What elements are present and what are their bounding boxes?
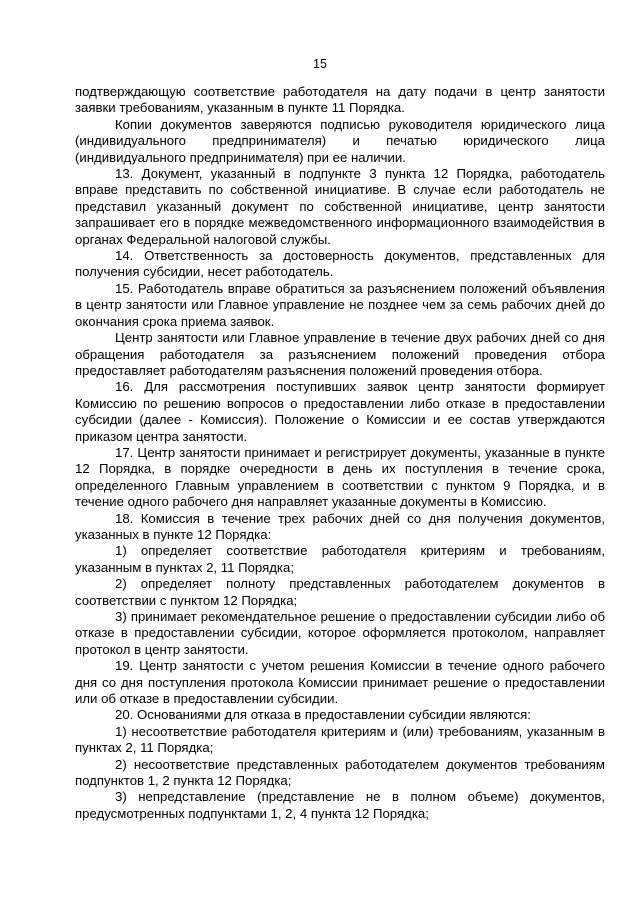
- paragraph-15: 15. Работодатель вправе обратиться за разъяснением положений объявления в центр занятости или Главное управление не позднее чем за семь рабочих дней до окончания срока приема заявок.: [75, 280, 605, 329]
- paragraph-19: 19. Центр занятости с учетом решения Комиссии в течение одного рабочего дня со дня поступления протокола Комиссии принимает решение о предоставлении или об отказе в предоставлении субсидии.: [75, 658, 605, 707]
- document-body: [75, 84, 605, 822]
- paragraph-20-item-3: 3) непредставление (представление не в полном объеме) документов, предусмотренных подпунктами 1, 2, 4 пункта 12 Порядка;: [75, 789, 605, 821]
- paragraph-17: 17. Центр занятости принимает и регистрирует документы, указанные в пункте 12 Порядка, в порядке очередности в день их поступления в течение срока, определенного Главным управлением в соответствии с пунктом 9 Порядка, и в течение одного рабочего дня направляет указанные документы в Комиссию.: [75, 444, 605, 510]
- paragraph-15-clarification: Центр занятости или Главное управление в течение двух рабочих дней со дня обращения работодателя за разъяснением положений проведения отбора предоставляет работодателям разъяснения положений проведения отбора.: [75, 330, 605, 378]
- page-number: 15: [313, 57, 327, 71]
- paragraph-18-item-1: 1) определяет соответствие работодателя критериям и требованиям, указанным в пунктах 2, 11 Порядка;: [75, 543, 605, 575]
- paragraph-18-item-2: 2) определяет полноту представленных работодателем документов в соответствии с пунктом 12 Порядка;: [75, 576, 605, 608]
- paragraph-20-item-2: 2) несоответствие представленных работодателем документов требованиям подпунктов 1, 2 пункта 12 Порядка;: [75, 756, 605, 789]
- paragraph-copies-certification: Копии документов заверяются подписью руководителя юридического лица (индивидуального предпринимателя) и печатью юридического лица (индивидуального предпринимателя) при ее наличии.: [75, 116, 605, 165]
- paragraph-continuation: подтверждающую соответствие работодателя на дату подачи в центр занятости заявки требованиям, указанным в пункте 11 Порядка.: [75, 84, 605, 116]
- paragraph-14: 14. Ответственность за достоверность документов, представленных для получения субсидии, несет работодатель.: [75, 248, 605, 280]
- paragraph-13: 13. Документ, указанный в подпункте 3 пункта 12 Порядка, работодатель вправе представить по собственной инициативе. В случае если работодатель не представил указанный документ по собственной инициативе, центр занятости запрашивает его в порядке межведомственного информационного взаимодействия в органах Федеральной налоговой службы.: [75, 166, 605, 247]
- paragraph-20-item-1: 1) несоответствие работодателя критериям и (или) требованиям, указанным в пунктах 2, 11 Порядка;: [75, 723, 605, 756]
- paragraph-20: 20. Основаниями для отказа в предоставлении субсидии являются:: [115, 707, 531, 723]
- paragraph-18: 18. Комиссия в течение трех рабочих дней со дня получения документов, указанных в пункте 12 Порядка:: [75, 510, 605, 542]
- paragraph-18-item-3: 3) принимает рекомендательное решение о предоставлении субсидии либо об отказе в предоставлении субсидии, которое оформляется протоколом, направляет протокол в центр занятости.: [75, 609, 605, 657]
- paragraph-16: 16. Для рассмотрения поступивших заявок центр занятости формирует Комиссию по решению вопросов о предоставлении либо отказе в предоставлении субсидии (далее - Комиссия). Положение о Комиссии и ее состав утверждаются приказом центра занятости.: [75, 379, 605, 444]
